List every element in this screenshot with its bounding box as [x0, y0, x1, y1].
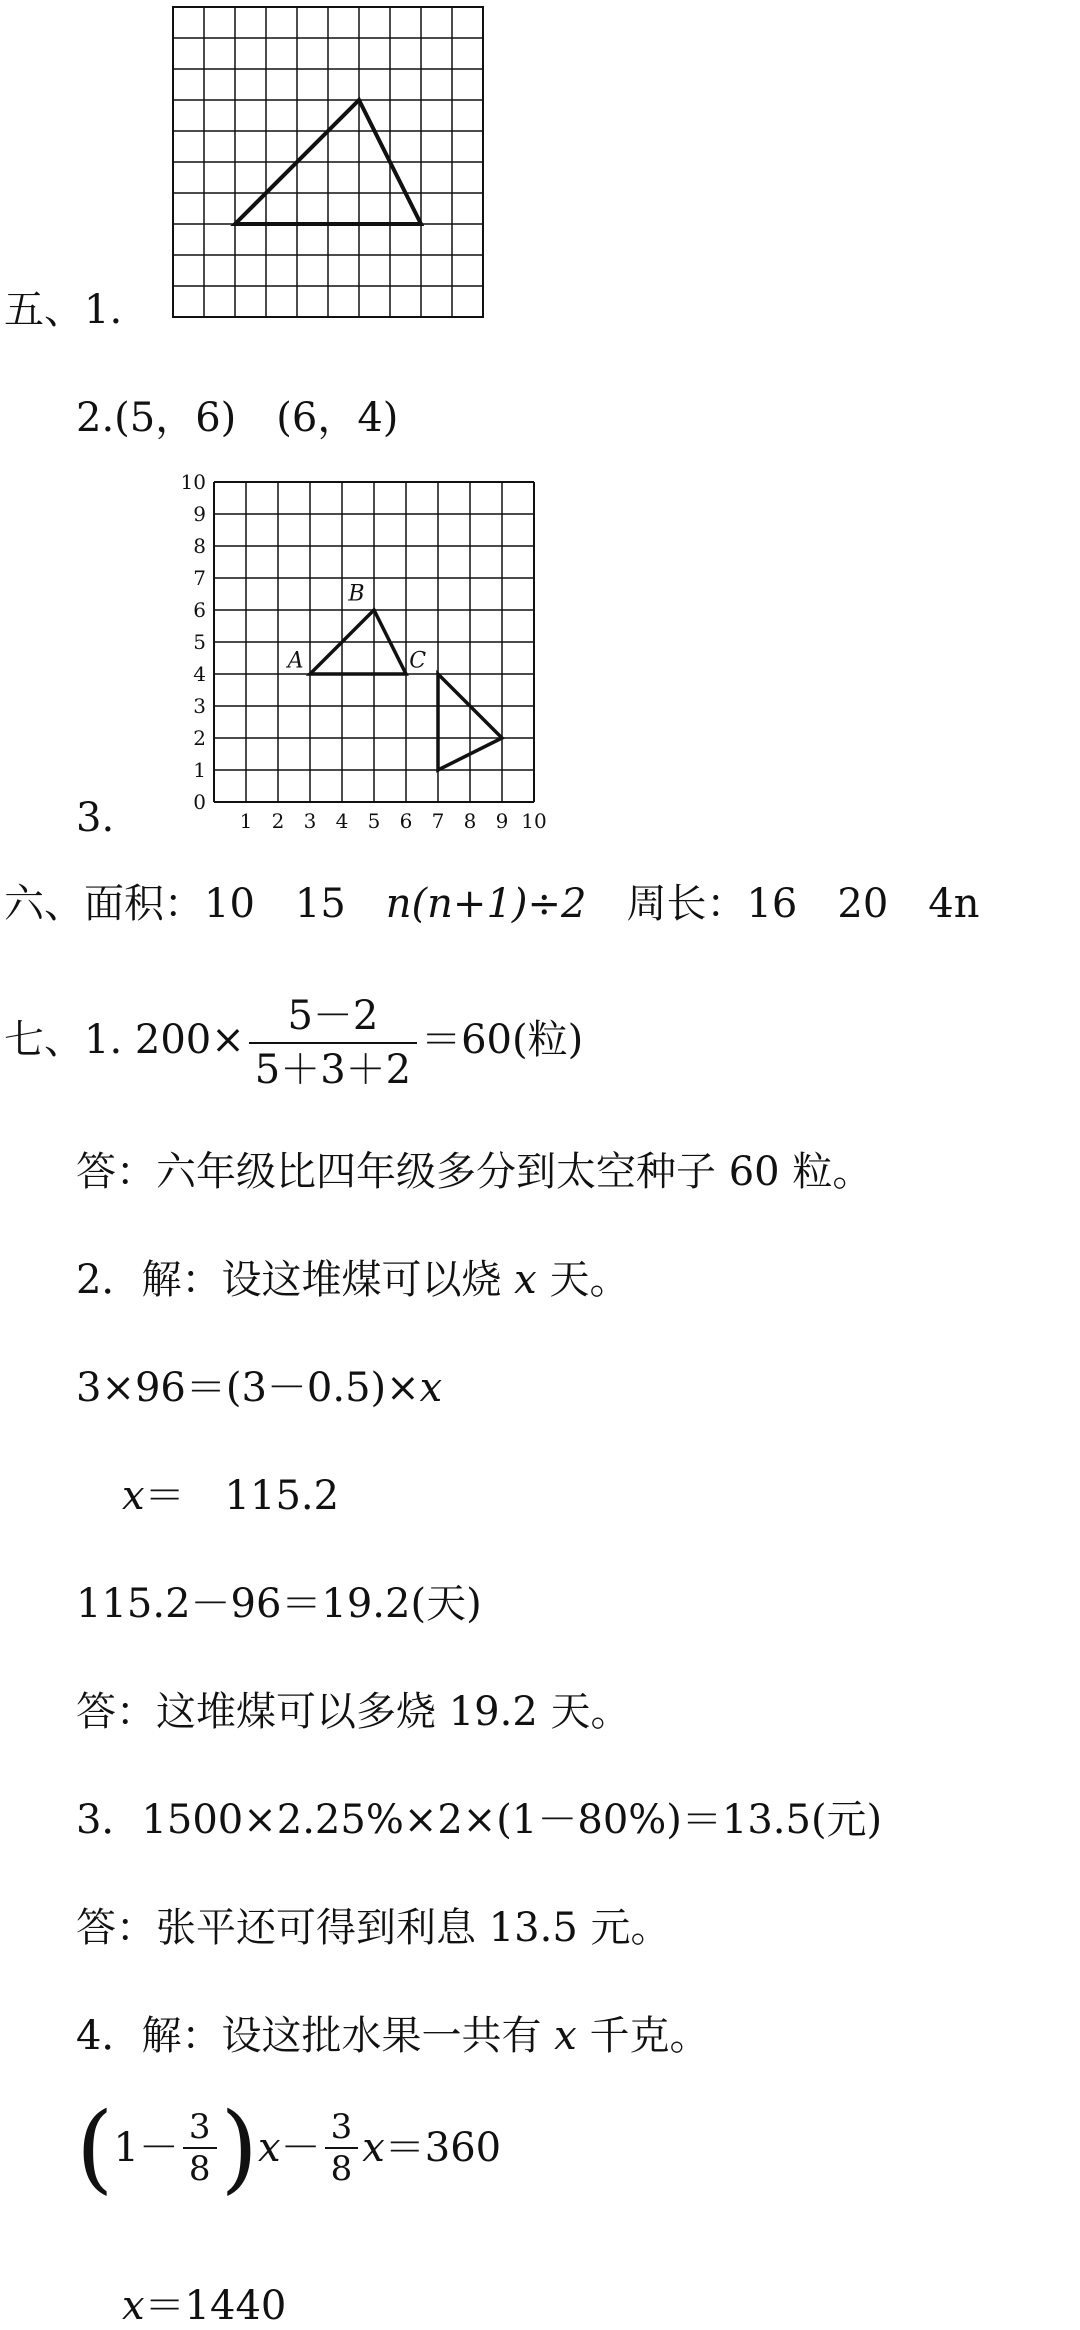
- q2-eq1-text: 3×96＝(3－0.5)×: [76, 1365, 420, 1411]
- answer-2: 答：这堆煤可以多烧 19.2 天。: [76, 1689, 631, 1735]
- x-tick-label: 2: [271, 809, 285, 833]
- x-tick-label: 5: [367, 809, 381, 833]
- x-tick-label: 8: [463, 809, 477, 833]
- q2-eq2-text: ＝ 115.2: [144, 1473, 340, 1519]
- area-text: 六、面积：10 15: [4, 881, 386, 927]
- paren-left: (: [76, 2092, 114, 2204]
- q2-equation-1: [76, 1364, 442, 1412]
- q4-frac1-den: 8: [183, 2147, 217, 2189]
- q4-frac2-den: 8: [325, 2147, 359, 2189]
- q2-eq2-var: x: [122, 1473, 145, 1519]
- q4-frac1-num: 3: [188, 2107, 211, 2147]
- x-tick-label: 10: [521, 809, 547, 833]
- y-tick-label: 10: [180, 470, 206, 494]
- q4-intro: [76, 2012, 709, 2060]
- y-tick-label: 5: [193, 630, 206, 654]
- x-tick-label: 4: [335, 809, 349, 833]
- y-tick-label: 2: [193, 726, 206, 750]
- q2-equation-2: [122, 1472, 339, 1520]
- x-tick-label: 7: [431, 809, 445, 833]
- x-tick-label: 9: [495, 809, 509, 833]
- y-tick-label: 0: [193, 790, 206, 814]
- q4-result: [122, 2282, 286, 2330]
- area-formula: n(n+1)÷2: [385, 881, 587, 927]
- q2-eq1-var: x: [419, 1365, 443, 1411]
- q2-answer: (5，6) (6，4): [114, 395, 399, 441]
- section5-q3-label: 3.: [76, 795, 115, 841]
- q4-eq-var1: x: [258, 2125, 281, 2171]
- q2-label: 2.: [76, 395, 115, 441]
- q4-fraction-2: [325, 2107, 359, 2189]
- perimeter-text: 周长：16 20 4n: [586, 881, 980, 927]
- y-tick-label: 8: [193, 534, 206, 558]
- x-tick-label: 6: [399, 809, 413, 833]
- q2-intro: [76, 1256, 629, 1304]
- y-tick-label: 7: [193, 566, 206, 590]
- q4-eq-tail: ＝360: [384, 2125, 502, 2171]
- q4-equation: [76, 2092, 502, 2204]
- q4-fraction-1: [183, 2107, 217, 2189]
- section6-line: [4, 880, 979, 928]
- grid-triangle-figure: [172, 6, 484, 318]
- point-label-b: B: [348, 581, 365, 607]
- y-tick-label: 4: [193, 662, 206, 686]
- x-tick-label: 1: [239, 809, 253, 833]
- coordinate-grid-figure: [140, 470, 547, 840]
- answer-1: 答：六年级比四年级多分到太空种子 60 粒。: [76, 1149, 873, 1195]
- q4-intro-pre: 4．解：设这批水果一共有: [76, 2013, 555, 2059]
- q3-equation: 3．1500×2.25%×2×(1－80%)＝13.5(元): [76, 1797, 883, 1843]
- q1-prefix: 七、1. 200×: [4, 1017, 245, 1063]
- y-tick-label: 9: [193, 502, 206, 526]
- q2-equation-3: 115.2－96＝19.2(天): [76, 1581, 482, 1627]
- q2-intro-pre: 2．解：设这堆煤可以烧: [76, 1257, 515, 1303]
- paren-right: ): [220, 2092, 258, 2204]
- q2-intro-post: 天。: [536, 1257, 630, 1303]
- q4-intro-post: 千克。: [576, 2013, 710, 2059]
- q4-var: x: [554, 2013, 577, 2059]
- minus-sign: －: [280, 2125, 321, 2171]
- x-tick-label: 3: [303, 809, 317, 833]
- q4-frac2-num: 3: [330, 2107, 353, 2147]
- point-label-a: A: [287, 648, 304, 674]
- answer-3: 答：张平还可得到利息 13.5 元。: [76, 1905, 671, 1951]
- q1-fraction: [249, 990, 417, 1096]
- q1-denominator: 5＋3＋2: [249, 1042, 417, 1096]
- y-tick-label: 1: [193, 758, 206, 782]
- q4-one-minus: 1－: [113, 2125, 179, 2171]
- q4-result-text: ＝1440: [144, 2283, 287, 2329]
- q2-var: x: [514, 1257, 537, 1303]
- point-label-c: C: [409, 648, 427, 674]
- y-tick-label: 6: [193, 598, 206, 622]
- section5-q1-label: 五、1.: [4, 287, 123, 333]
- y-tick-label: 3: [193, 694, 206, 718]
- section7-q1: [4, 990, 583, 1096]
- q1-numerator: 5－2: [287, 993, 379, 1039]
- q1-suffix: ＝60(粒): [421, 1017, 584, 1063]
- section5-q2: [76, 394, 398, 442]
- q4-eq-var2: x: [362, 2125, 385, 2171]
- q4-result-var: x: [122, 2283, 145, 2329]
